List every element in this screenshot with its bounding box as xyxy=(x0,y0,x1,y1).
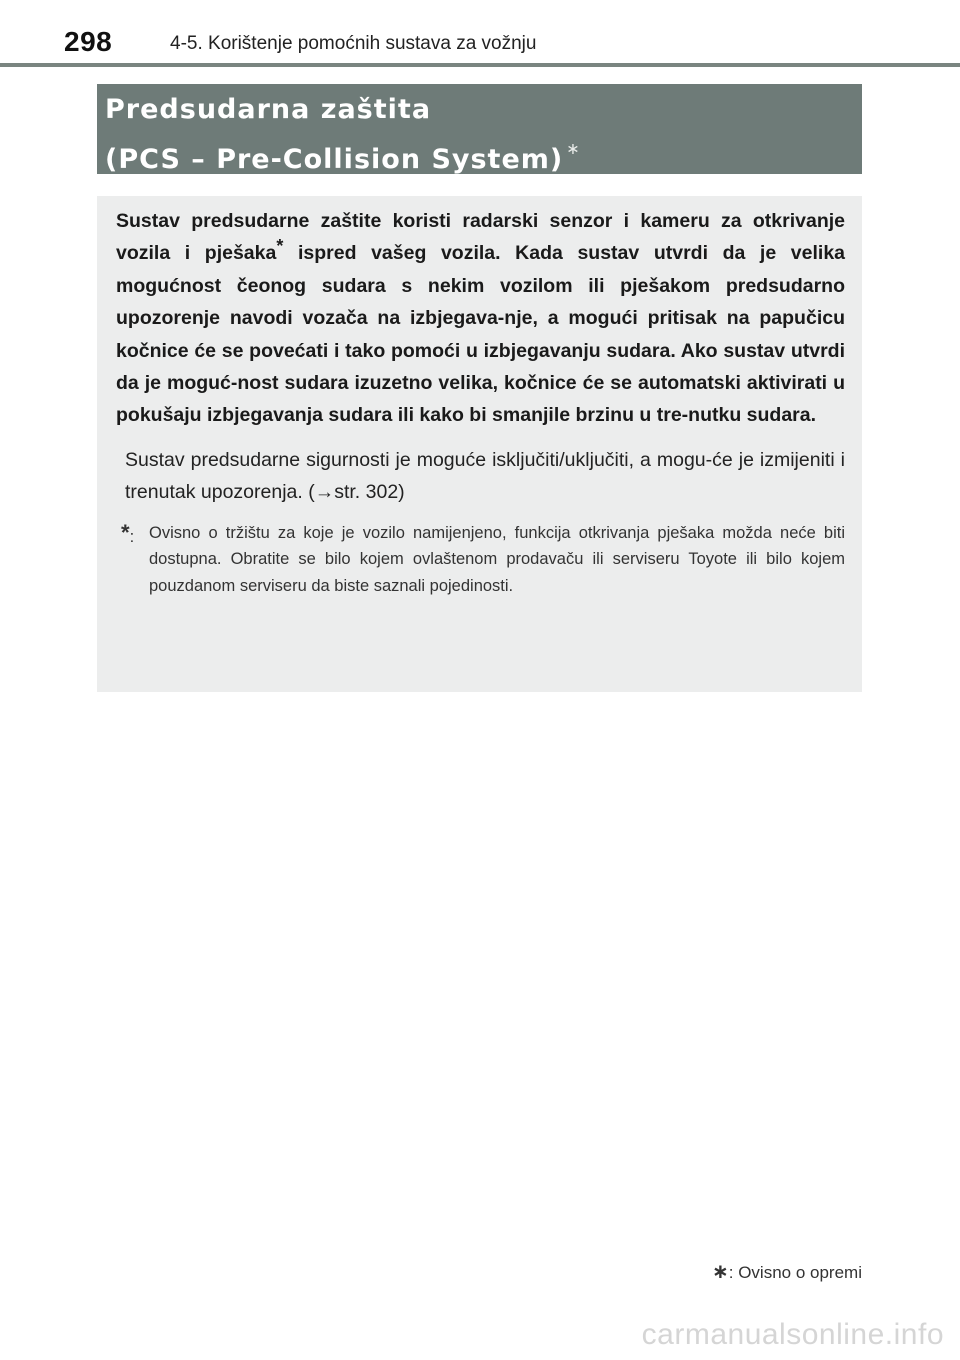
equipment-note-text: : Ovisno o opremi xyxy=(728,1263,862,1282)
title-line-2: (PCS – Pre-Collision System) xyxy=(105,144,564,175)
footnote-text: Ovisno o tržištu za koje je vozilo namijenjeno, funkcija otkrivanja pješaka možda neće biti dostupna. Obratite se bilo kojem ovlaštenom prodavaču ili serviseru Toyote ili bilo kojem pouzdanom serviseru da biste saznali pojedinosti. xyxy=(149,523,845,595)
equipment-note xyxy=(712,1259,862,1284)
chapter-heading: 4-5. Korištenje pomoćnih sustava za vožnju xyxy=(170,33,537,54)
intro-asterisk-icon: * xyxy=(276,236,284,257)
settings-note-text: Sustav predsudarne sigurnosti je moguće isključiti/uključiti, a mogu-će je izmijeniti i trenutak upozorenja. ( xyxy=(125,448,845,503)
intro-text-2: ispred vašeg vozila. Kada sustav utvrdi da je velika mogućnost čeonog sudara s nekim vozilom ili pješakom predsudarno upozorenje navodi vozača na izbjegava-nje, a mogući pritisak na papučicu kočnice će se povećati i tako pomoći u izbjegavanju sudara. Ako sustav utvrdi da je moguć-nost sudara izuzetno velika, kočnice će se automatski aktivirati u pokušaju izbjegavanja sudara ili kako bi smanjile brzinu u tre-nutku sudara. xyxy=(116,242,846,427)
page-number: 298 xyxy=(64,26,113,57)
settings-note xyxy=(125,444,845,508)
title-box xyxy=(97,84,862,174)
title-line-1: Predsudarna zaštita xyxy=(105,94,432,125)
arrow-right-icon: → xyxy=(314,480,335,503)
title-asterisk-icon: ∗ xyxy=(566,139,581,158)
footnote xyxy=(121,520,845,600)
intro-text-1: Sustav predsudarne zaštite koristi radarski senzor i kameru za otkrivanje vozila i pješaka xyxy=(116,210,845,265)
content-box xyxy=(97,196,862,692)
footnote-marker xyxy=(121,520,134,551)
equipment-asterisk-icon: ∗ xyxy=(712,1261,729,1283)
intro-paragraph xyxy=(116,205,845,432)
footnote-asterisk-icon: * xyxy=(121,519,130,545)
footnote-colon: : xyxy=(129,527,135,546)
header-rule xyxy=(0,63,960,67)
watermark: carmanualsonline.info xyxy=(641,1318,944,1351)
page-reference-link[interactable]: str. 302) xyxy=(334,480,405,503)
title-line-2-wrap xyxy=(105,129,852,179)
